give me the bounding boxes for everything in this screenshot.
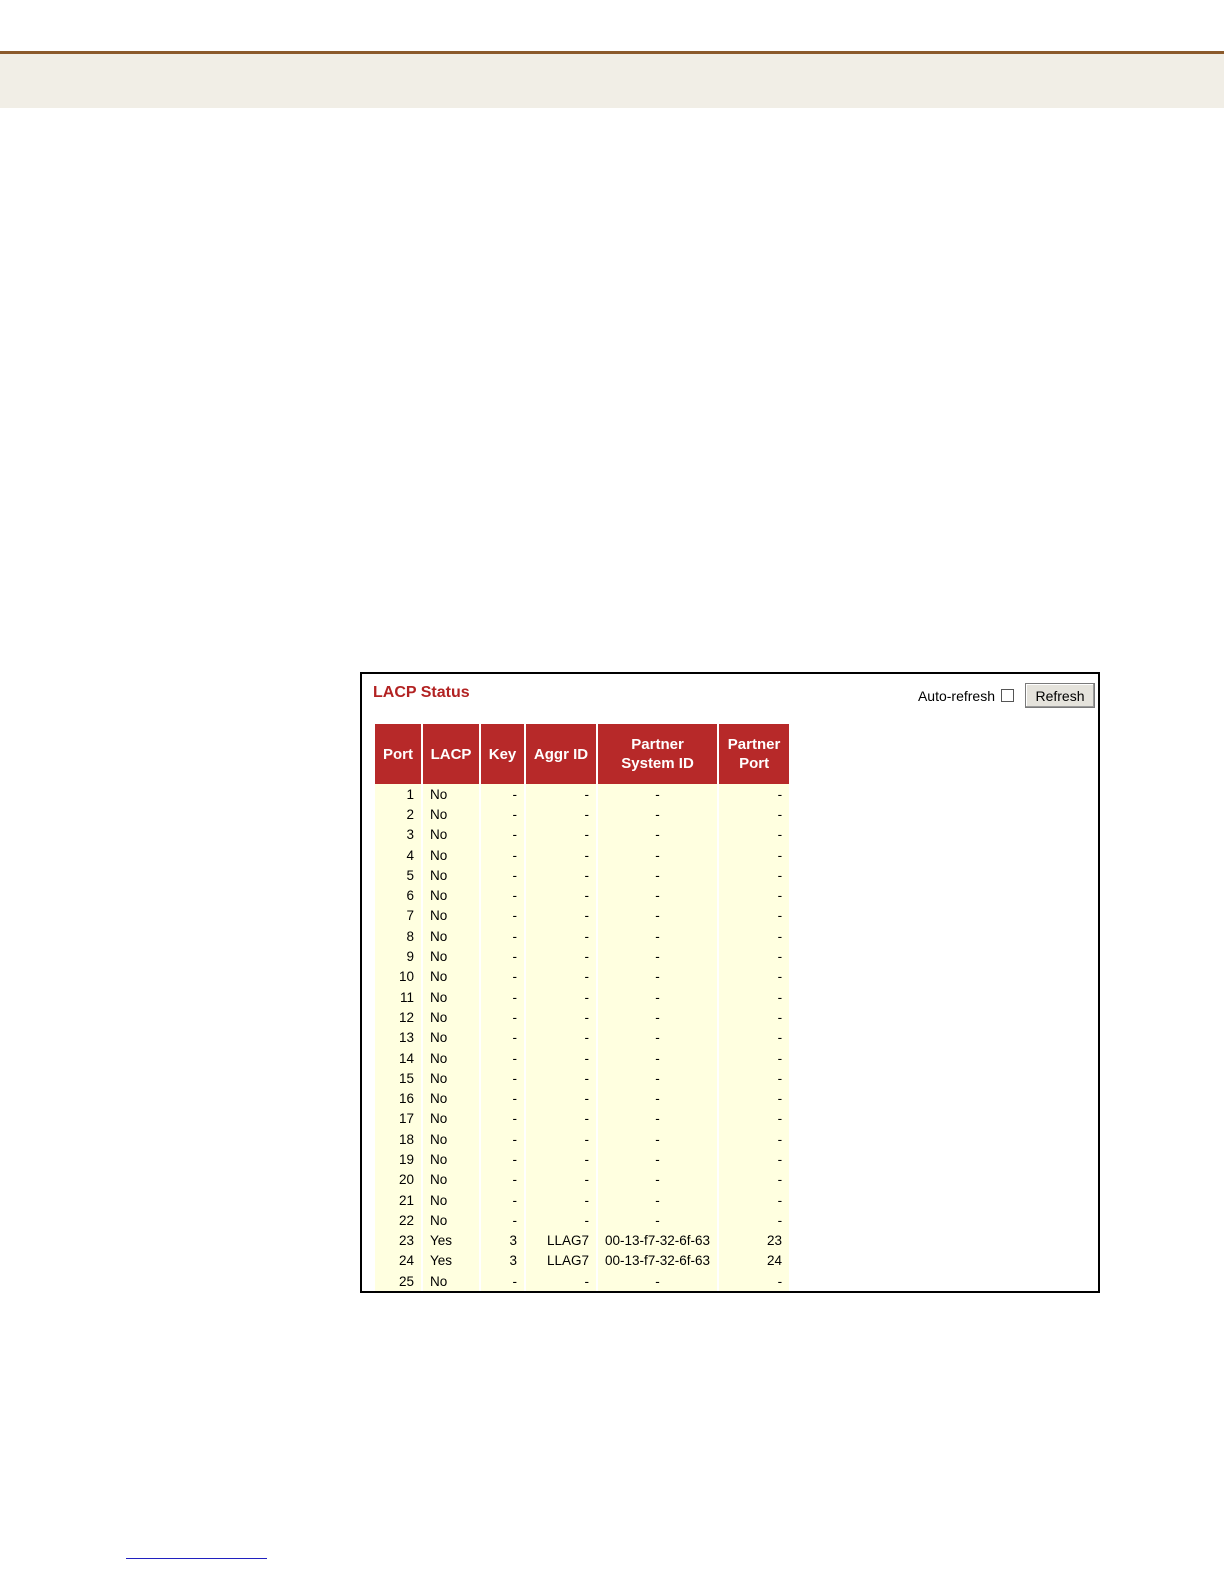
cell-port: 7 (375, 906, 421, 926)
cell-partner-port: - (719, 1210, 789, 1230)
cell-lacp: No (423, 804, 479, 824)
cell-partner-system-id: - (598, 1109, 717, 1129)
cell-partner-port: - (719, 906, 789, 926)
cell-lacp: No (423, 987, 479, 1007)
cell-partner-system-id: 00-13-f7-32-6f-63 (598, 1231, 717, 1251)
cell-aggr-id: - (526, 804, 596, 824)
cell-lacp: No (423, 1088, 479, 1108)
table-row (375, 1088, 789, 1108)
cell-partner-port: - (719, 1190, 789, 1210)
cell-key: - (481, 926, 524, 946)
cell-lacp: No (423, 926, 479, 946)
lacp-status-table (373, 724, 791, 1291)
table-row (375, 1129, 789, 1149)
cell-lacp: No (423, 1271, 479, 1291)
cell-aggr-id: - (526, 1210, 596, 1230)
cell-partner-port: - (719, 825, 789, 845)
cell-partner-system-id: - (598, 1190, 717, 1210)
cell-partner-port: - (719, 987, 789, 1007)
cell-partner-port: - (719, 784, 789, 804)
cell-partner-port: - (719, 926, 789, 946)
cell-lacp: No (423, 967, 479, 987)
refresh-controls (918, 683, 1095, 708)
table-row (375, 865, 789, 885)
cell-port: 10 (375, 967, 421, 987)
cell-key: - (481, 1088, 524, 1108)
header-line: System ID (621, 755, 694, 772)
cell-key: - (481, 1190, 524, 1210)
cell-key: 3 (481, 1231, 524, 1251)
cell-key: - (481, 987, 524, 1007)
cell-partner-system-id: - (598, 967, 717, 987)
cell-partner-port: - (719, 946, 789, 966)
cell-key: - (481, 1170, 524, 1190)
cell-port: 23 (375, 1231, 421, 1251)
cell-partner-system-id: - (598, 1028, 717, 1048)
cell-partner-port: - (719, 845, 789, 865)
cell-partner-system-id: - (598, 906, 717, 926)
cell-partner-port: - (719, 1170, 789, 1190)
cell-partner-port: - (719, 865, 789, 885)
cell-key: - (481, 885, 524, 905)
cell-partner-system-id: - (598, 1129, 717, 1149)
cell-partner-system-id: - (598, 1210, 717, 1230)
cell-lacp: No (423, 1149, 479, 1169)
header-line: Port (739, 755, 770, 772)
column-header-key: Key (481, 724, 524, 784)
table-row (375, 1048, 789, 1068)
cell-port: 2 (375, 804, 421, 824)
table-row (375, 946, 789, 966)
cell-key: - (481, 1109, 524, 1129)
cell-lacp: No (423, 906, 479, 926)
table-header-row (375, 724, 789, 784)
table-row (375, 1190, 789, 1210)
cell-aggr-id: - (526, 1149, 596, 1169)
cell-aggr-id: - (526, 967, 596, 987)
cell-aggr-id: - (526, 825, 596, 845)
cell-key: - (481, 1048, 524, 1068)
cell-port: 1 (375, 784, 421, 804)
cell-port: 11 (375, 987, 421, 1007)
cell-lacp: No (423, 946, 479, 966)
cell-aggr-id: - (526, 845, 596, 865)
cell-partner-system-id: - (598, 1068, 717, 1088)
cell-lacp: No (423, 784, 479, 804)
cell-partner-system-id: - (598, 825, 717, 845)
cell-partner-port: - (719, 1149, 789, 1169)
table-row (375, 1231, 789, 1251)
cell-port: 3 (375, 825, 421, 845)
auto-refresh-checkbox[interactable] (1001, 689, 1014, 702)
cell-port: 8 (375, 926, 421, 946)
cell-lacp: Yes (423, 1251, 479, 1271)
cell-partner-system-id: - (598, 804, 717, 824)
cell-partner-system-id: - (598, 987, 717, 1007)
cell-aggr-id: - (526, 1271, 596, 1291)
cell-partner-system-id: - (598, 845, 717, 865)
cell-aggr-id: - (526, 865, 596, 885)
cell-aggr-id: - (526, 1007, 596, 1027)
cell-key: - (481, 1149, 524, 1169)
column-header-port: Port (375, 724, 421, 784)
cell-partner-port: - (719, 1048, 789, 1068)
table-row (375, 1170, 789, 1190)
cell-port: 14 (375, 1048, 421, 1068)
cell-key: - (481, 865, 524, 885)
cell-port: 19 (375, 1149, 421, 1169)
cell-partner-port: - (719, 1088, 789, 1108)
cell-lacp: No (423, 885, 479, 905)
cell-partner-system-id: - (598, 926, 717, 946)
cell-port: 12 (375, 1007, 421, 1027)
refresh-button[interactable]: Refresh (1025, 683, 1095, 708)
cell-port: 17 (375, 1109, 421, 1129)
table-row (375, 906, 789, 926)
cell-lacp: No (423, 845, 479, 865)
table-row (375, 1109, 789, 1129)
cell-lacp: No (423, 865, 479, 885)
cell-key: - (481, 1210, 524, 1230)
column-header-partner-port (719, 724, 789, 784)
cell-partner-port: - (719, 967, 789, 987)
cell-aggr-id: - (526, 784, 596, 804)
table-row (375, 967, 789, 987)
cell-key: - (481, 845, 524, 865)
table-row (375, 825, 789, 845)
cell-key: 3 (481, 1251, 524, 1271)
lacp-status-panel (360, 672, 1100, 1293)
cell-key: - (481, 1007, 524, 1027)
cell-key: - (481, 906, 524, 926)
cell-key: - (481, 1068, 524, 1088)
footer-rule (126, 1558, 267, 1559)
cell-port: 21 (375, 1190, 421, 1210)
table-row (375, 987, 789, 1007)
cell-key: - (481, 1129, 524, 1149)
cell-aggr-id: - (526, 885, 596, 905)
cell-lacp: No (423, 1170, 479, 1190)
cell-aggr-id: - (526, 1190, 596, 1210)
cell-lacp: No (423, 1109, 479, 1129)
table-row (375, 784, 789, 804)
table-row (375, 845, 789, 865)
cell-lacp: No (423, 1028, 479, 1048)
cell-lacp: No (423, 1129, 479, 1149)
column-header-lacp: LACP (423, 724, 479, 784)
cell-key: - (481, 1271, 524, 1291)
cell-port: 9 (375, 946, 421, 966)
cell-port: 25 (375, 1271, 421, 1291)
cell-aggr-id: - (526, 1088, 596, 1108)
table-row (375, 885, 789, 905)
cell-key: - (481, 1028, 524, 1048)
cell-port: 13 (375, 1028, 421, 1048)
cell-partner-port: - (719, 1007, 789, 1027)
cell-aggr-id: - (526, 926, 596, 946)
cell-partner-system-id: - (598, 784, 717, 804)
cell-aggr-id: LLAG7 (526, 1231, 596, 1251)
auto-refresh-label: Auto-refresh (917, 687, 995, 704)
cell-partner-port: - (719, 1068, 789, 1088)
cell-key: - (481, 946, 524, 966)
cell-partner-system-id: - (598, 1048, 717, 1068)
cell-lacp: No (423, 825, 479, 845)
cell-aggr-id: - (526, 1028, 596, 1048)
table-row (375, 804, 789, 824)
cell-partner-port: - (719, 1129, 789, 1149)
cell-aggr-id: - (526, 1129, 596, 1149)
table-row (375, 1210, 789, 1230)
cell-partner-system-id: - (598, 1149, 717, 1169)
cell-partner-port: - (719, 1109, 789, 1129)
cell-port: 15 (375, 1068, 421, 1088)
table-row (375, 1251, 789, 1271)
header-line: Partner (631, 736, 684, 753)
table-row (375, 1028, 789, 1048)
cell-aggr-id: - (526, 946, 596, 966)
cell-partner-system-id: - (598, 865, 717, 885)
cell-port: 4 (375, 845, 421, 865)
cell-partner-port: 23 (719, 1231, 789, 1251)
table-body (375, 784, 789, 1291)
cell-partner-port: - (719, 1271, 789, 1291)
cell-partner-system-id: - (598, 1088, 717, 1108)
cell-lacp: No (423, 1190, 479, 1210)
cell-lacp: No (423, 1007, 479, 1027)
cell-port: 6 (375, 885, 421, 905)
cell-partner-port: - (719, 804, 789, 824)
cell-lacp: No (423, 1210, 479, 1230)
cell-partner-port: - (719, 885, 789, 905)
page-header-band (0, 54, 1224, 108)
table-row (375, 926, 789, 946)
header-line: Partner (727, 736, 781, 753)
column-header-aggr-id: Aggr ID (526, 724, 596, 784)
cell-port: 18 (375, 1129, 421, 1149)
table-row (375, 1068, 789, 1088)
cell-port: 20 (375, 1170, 421, 1190)
cell-partner-system-id: - (598, 1007, 717, 1027)
cell-partner-system-id: 00-13-f7-32-6f-63 (598, 1251, 717, 1271)
page-title: LACP Status (373, 684, 470, 701)
cell-key: - (481, 804, 524, 824)
cell-partner-system-id: - (598, 946, 717, 966)
cell-partner-system-id: - (598, 1170, 717, 1190)
cell-partner-port: 24 (719, 1251, 789, 1271)
cell-key: - (481, 784, 524, 804)
cell-partner-port: - (719, 1028, 789, 1048)
cell-aggr-id: - (526, 1170, 596, 1190)
table-row (375, 1271, 789, 1291)
cell-aggr-id: - (526, 1068, 596, 1088)
cell-port: 22 (375, 1210, 421, 1230)
cell-aggr-id: - (526, 906, 596, 926)
column-header-partner-system-id (598, 724, 717, 784)
cell-lacp: No (423, 1048, 479, 1068)
cell-key: - (481, 967, 524, 987)
cell-partner-system-id: - (598, 1271, 717, 1291)
cell-port: 24 (375, 1251, 421, 1271)
cell-lacp: No (423, 1068, 479, 1088)
table-row (375, 1007, 789, 1027)
cell-aggr-id: LLAG7 (526, 1251, 596, 1271)
cell-aggr-id: - (526, 987, 596, 1007)
cell-aggr-id: - (526, 1109, 596, 1129)
cell-key: - (481, 825, 524, 845)
cell-port: 5 (375, 865, 421, 885)
cell-aggr-id: - (526, 1048, 596, 1068)
table-row (375, 1149, 789, 1169)
cell-port: 16 (375, 1088, 421, 1108)
cell-partner-system-id: - (598, 885, 717, 905)
cell-lacp: Yes (423, 1231, 479, 1251)
